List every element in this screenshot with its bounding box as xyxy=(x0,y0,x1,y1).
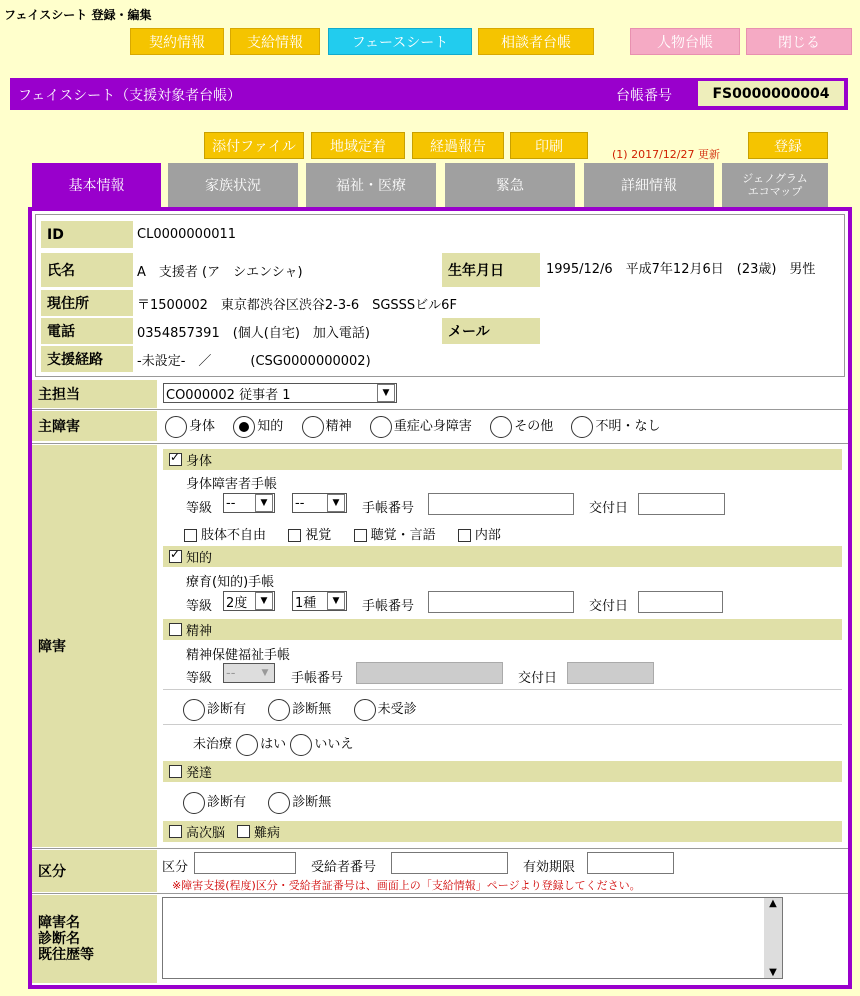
untreated-yes-radio[interactable] xyxy=(236,734,258,756)
mental-diagnosed-label: 診断有 xyxy=(207,702,247,717)
radio-severe[interactable] xyxy=(370,416,392,438)
divider xyxy=(32,409,848,410)
divider xyxy=(32,848,848,849)
route-label: 支援経路 xyxy=(41,346,133,372)
sheet-title: フェイスシート（支援対象者台帳） xyxy=(18,88,242,104)
tab-emergency[interactable]: 緊急 xyxy=(445,163,575,207)
mental-not-diagnosed-label: 診断無 xyxy=(292,702,332,717)
development-diagnosed-radio[interactable] xyxy=(183,792,205,814)
disability-label: 障害 xyxy=(32,445,157,847)
physical-grade-select[interactable] xyxy=(223,493,275,513)
untreated-no-radio[interactable] xyxy=(290,734,312,756)
mental-grade-select[interactable] xyxy=(223,663,275,683)
person-ledger-button[interactable]: 人物台帳 xyxy=(630,28,740,55)
mental-checkbox[interactable] xyxy=(169,623,182,636)
expiry-label: 有効期限 xyxy=(523,860,576,875)
register-button[interactable]: 登録 xyxy=(748,132,828,159)
untreated-label: 未治療 xyxy=(193,737,233,752)
tab-details[interactable]: 詳細情報 xyxy=(584,163,714,207)
physical-title: 身体 xyxy=(186,454,213,469)
chevron-up-icon[interactable]: ▲ xyxy=(769,898,777,909)
category-field-label: 区分 xyxy=(162,860,189,875)
address-label: 現住所 xyxy=(41,290,133,316)
development-title: 発達 xyxy=(186,766,213,781)
mental-date-label: 交付日 xyxy=(518,671,558,686)
intellectual-date-input[interactable] xyxy=(638,591,723,613)
history-label: 障害名 診断名 既往歴等 xyxy=(32,895,157,983)
chevron-down-icon: ▼ xyxy=(255,592,273,610)
ledger-number-label: 台帳番号 xyxy=(616,88,672,104)
intellectual-grade-label: 等級 xyxy=(186,599,213,614)
nav-consultant-button[interactable]: 相談者台帳 xyxy=(478,28,594,55)
higher-brain-checkbox[interactable] xyxy=(169,825,182,838)
sheet-header xyxy=(10,78,848,110)
name-label: 氏名 xyxy=(41,253,133,287)
physical-grade-value: -- xyxy=(226,495,236,511)
physical-grade2-select[interactable] xyxy=(292,493,347,513)
radio-mental-label: 精神 xyxy=(325,419,352,434)
mental-handbook-label: 精神保健福祉手帳 xyxy=(186,648,291,663)
recipient-number-input[interactable] xyxy=(391,852,508,874)
radio-physical[interactable] xyxy=(165,416,187,438)
phone-value: 0354857391 (個人(自宅) 加入電話) xyxy=(137,325,370,341)
mental-diagnosis-radios xyxy=(183,698,417,721)
birth-value: 1995/12/6 平成7年12月6日 (23歳) 男性 xyxy=(546,262,816,277)
untreated-yes-label: はい xyxy=(260,737,287,752)
intellectual-handbook-label: 療育(知的)手帳 xyxy=(186,575,275,590)
subtype-limb-label: 肢体不自由 xyxy=(201,528,267,543)
tab-family[interactable]: 家族状況 xyxy=(168,163,298,207)
subtype-internal-checkbox[interactable] xyxy=(458,529,471,542)
chevron-down-icon: ▼ xyxy=(255,494,273,512)
tab-basic-info[interactable]: 基本情報 xyxy=(32,163,161,207)
radio-other-label: その他 xyxy=(514,419,554,434)
mental-section xyxy=(163,619,842,640)
mental-number-label: 手帳番号 xyxy=(291,671,344,686)
divider xyxy=(163,689,842,690)
chevron-down-icon: ▼ xyxy=(377,384,395,402)
radio-unknown-label: 不明・なし xyxy=(595,419,661,434)
physical-grade-label: 等級 xyxy=(186,501,213,516)
chevron-down-icon: ▼ xyxy=(327,494,345,512)
main-disability-radios xyxy=(165,415,661,438)
category-input[interactable] xyxy=(194,852,296,874)
ledger-number-value: FS0000000004 xyxy=(698,81,844,106)
window-title: フェイスシート 登録・編集 xyxy=(4,8,152,22)
mental-not-diagnosed-radio[interactable] xyxy=(268,699,290,721)
mental-grade-value: -- xyxy=(226,665,236,681)
physical-handbook-label: 身体障害者手帳 xyxy=(186,477,278,492)
divider xyxy=(32,443,848,444)
radio-mental[interactable] xyxy=(302,416,324,438)
regional-settlement-button[interactable]: 地域定着 xyxy=(311,132,405,159)
higher-brain-label: 高次脳 xyxy=(186,826,226,841)
category-label: 区分 xyxy=(32,850,157,892)
attachment-button[interactable]: 添付ファイル xyxy=(204,132,304,159)
tab-genogram[interactable]: ジェノグラム エコマップ xyxy=(722,163,828,207)
update-info: (1) 2017/12/27 更新 xyxy=(612,148,720,161)
route-value: -未設定- ／ (CSG0000000002) xyxy=(137,353,371,369)
physical-checkbox[interactable] xyxy=(169,453,182,466)
intractable-checkbox[interactable] xyxy=(237,825,250,838)
address-value: 〒1500002 東京都渋谷区渋谷2-3-6 SGSSSビル6F xyxy=(137,297,457,313)
history-scrollbar[interactable] xyxy=(764,898,782,978)
expiry-input[interactable] xyxy=(587,852,674,874)
print-button[interactable]: 印刷 xyxy=(510,132,588,159)
radio-severe-label: 重症心身障害 xyxy=(393,419,472,434)
intractable-label: 難病 xyxy=(254,826,281,841)
intellectual-grade2-value: 1種 xyxy=(295,595,317,611)
mental-grade-label: 等級 xyxy=(186,671,213,686)
radio-unknown[interactable] xyxy=(571,416,593,438)
name-value: A 支援者 (ア シエンシャ) xyxy=(137,264,303,280)
mail-label: メール xyxy=(442,318,540,344)
untreated-row xyxy=(193,733,353,756)
nav-facesheet-button[interactable]: フェースシート xyxy=(328,28,472,55)
radio-intellectual[interactable] xyxy=(233,416,255,438)
intellectual-title: 知的 xyxy=(186,551,213,566)
physical-date-label: 交付日 xyxy=(589,501,629,516)
radio-other[interactable] xyxy=(490,416,512,438)
history-textarea[interactable] xyxy=(162,897,783,979)
physical-date-input[interactable] xyxy=(638,493,725,515)
nav-supply-button[interactable]: 支給情報 xyxy=(230,28,320,55)
staff-select[interactable] xyxy=(163,383,397,403)
staff-select-value: CO000002 従事者 1 xyxy=(166,387,291,403)
physical-number-input[interactable] xyxy=(428,493,574,515)
recipient-number-label: 受給者番号 xyxy=(311,860,377,875)
main-disability-label: 主障害 xyxy=(32,411,157,441)
id-label: ID xyxy=(41,221,133,248)
intellectual-section xyxy=(163,546,842,567)
radio-physical-label: 身体 xyxy=(189,419,216,434)
physical-subtypes xyxy=(184,524,501,543)
physical-grade2-value: -- xyxy=(295,495,305,511)
development-section xyxy=(163,761,842,782)
tab-welfare-medical[interactable]: 福祉・医療 xyxy=(306,163,436,207)
intellectual-grade2-select[interactable] xyxy=(292,591,347,611)
chevron-down-icon: ▼ xyxy=(261,668,269,678)
intellectual-date-label: 交付日 xyxy=(589,599,629,614)
subtype-hearing-checkbox[interactable] xyxy=(354,529,367,542)
development-not-diagnosed-label: 診断無 xyxy=(292,795,332,810)
phone-label: 電話 xyxy=(41,318,133,344)
subtype-hearing-label: 聴覚・言語 xyxy=(370,528,436,543)
progress-report-button[interactable]: 経過報告 xyxy=(412,132,504,159)
intellectual-number-label: 手帳番号 xyxy=(362,599,415,614)
radio-intellectual-label: 知的 xyxy=(257,419,284,434)
intellectual-number-input[interactable] xyxy=(428,591,574,613)
physical-number-label: 手帳番号 xyxy=(362,501,415,516)
mental-date-input[interactable] xyxy=(567,662,654,684)
mental-title: 精神 xyxy=(186,624,213,639)
divider xyxy=(163,724,842,725)
other-disability-section xyxy=(163,821,842,842)
intellectual-grade-value: 2度 xyxy=(226,595,248,611)
staff-label: 主担当 xyxy=(32,380,157,408)
chevron-down-icon: ▼ xyxy=(327,592,345,610)
divider xyxy=(32,893,848,894)
development-checkbox[interactable] xyxy=(169,765,182,778)
category-note: ※障害支援(程度)区分・受給者証番号は、画面上の「支給情報」ページより登録してください。 xyxy=(172,879,641,892)
id-value: CL0000000011 xyxy=(137,227,237,242)
physical-section xyxy=(163,449,842,470)
mental-not-examined-label: 未受診 xyxy=(377,702,417,717)
intellectual-grade-select[interactable] xyxy=(223,591,275,611)
development-diagnosis-radios xyxy=(183,791,331,814)
mental-diagnosed-radio[interactable] xyxy=(183,699,205,721)
subtype-vision-checkbox[interactable] xyxy=(288,529,301,542)
subtype-vision-label: 視覚 xyxy=(305,528,332,543)
intellectual-checkbox[interactable] xyxy=(169,550,182,563)
close-button[interactable]: 閉じる xyxy=(746,28,852,55)
nav-contract-button[interactable]: 契約情報 xyxy=(130,28,224,55)
subtype-internal-label: 内部 xyxy=(474,528,501,543)
mental-number-input[interactable] xyxy=(356,662,503,684)
subtype-limb-checkbox[interactable] xyxy=(184,529,197,542)
development-not-diagnosed-radio[interactable] xyxy=(268,792,290,814)
birth-label: 生年月日 xyxy=(442,253,540,287)
chevron-down-icon[interactable]: ▼ xyxy=(769,967,777,978)
mental-not-examined-radio[interactable] xyxy=(354,699,376,721)
development-diagnosed-label: 診断有 xyxy=(207,795,247,810)
untreated-no-label: いいえ xyxy=(314,737,354,752)
